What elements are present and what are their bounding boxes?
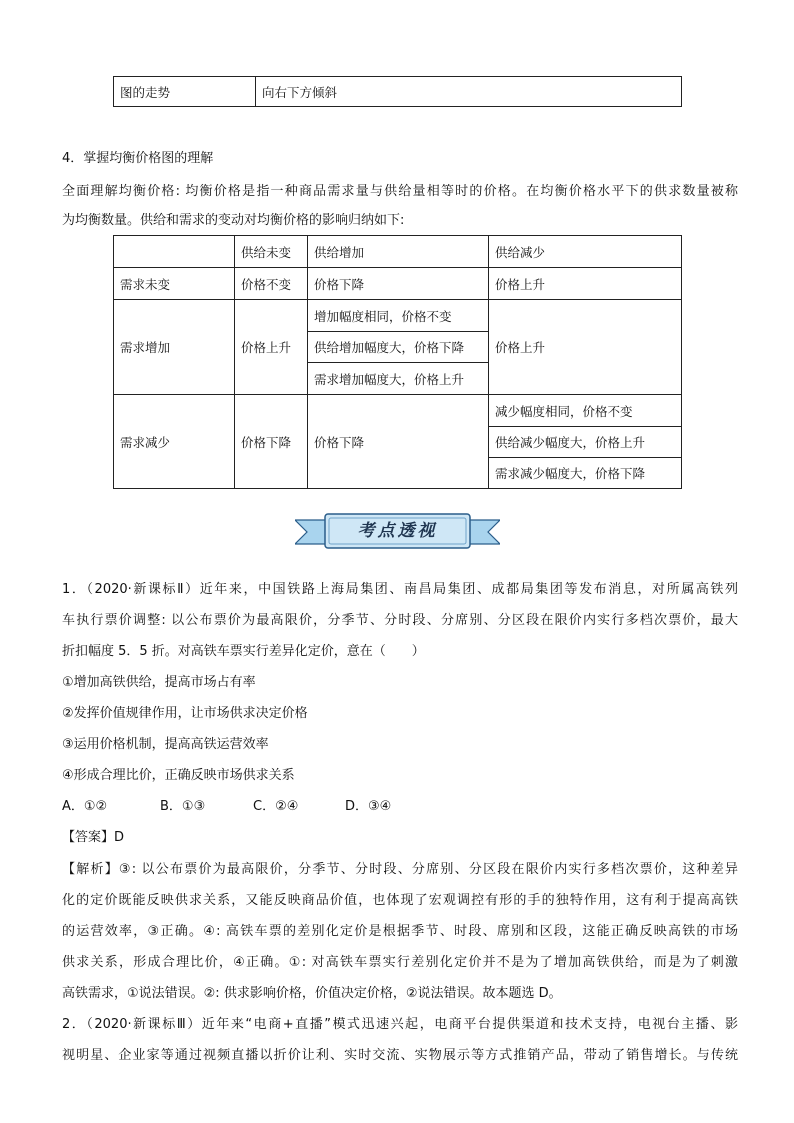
matrix-cell: 价格下降 — [308, 395, 489, 489]
question-1-option: ①增加高铁供给，提高市场占有率 — [62, 675, 256, 690]
explanation-line: 化的定价既能反映供求关系，又能反映商品价值，也体现了宏观调控有形的手的独特作用，这有利于提高高铁 — [62, 893, 738, 908]
matrix-cell: 价格下降 — [308, 268, 489, 300]
matrix-cell: 需求增加幅度大，价格上升 — [308, 363, 489, 395]
question-2-stem: 视明星、企业家等通过视频直播以折价让利、实时交流、实物展示等方式推销产品，带动了销售增长。与传统 — [62, 1048, 738, 1063]
matrix-cell: 需求减少幅度大，价格下降 — [489, 458, 682, 489]
matrix-cell: 价格下降 — [235, 395, 308, 489]
explanation-line: 高铁需求，①说法错误。②: 供求影响价格，价值决定价格，②说法错误。故本题选 D。 — [62, 986, 562, 1001]
question-1-option: ②发挥价值规律作用，让市场供求决定价格 — [62, 706, 308, 721]
choice-b: B．①③ — [160, 799, 206, 814]
question-2-stem: 2．（2020·新课标Ⅲ）近年来“电商+直播”模式迅速兴起，电商平台提供渠道和技术支持，电视台主播、影 — [62, 1017, 738, 1032]
trend-value: 向右下方倾斜 — [256, 77, 682, 107]
answer-line: 【答案】D — [62, 830, 125, 845]
question-1-option: ③运用价格机制，提高高铁运营效率 — [62, 737, 269, 752]
section-banner — [295, 512, 500, 552]
choice-d: D．③④ — [345, 799, 392, 814]
matrix-cell: 减少幅度相同，价格不变 — [489, 395, 682, 427]
section-paragraph-line: 为均衡数量。供给和需求的变动对均衡价格的影响归纳如下: — [62, 213, 405, 228]
matrix-header: 供给未变 — [235, 236, 308, 268]
section-paragraph-line: 全面理解均衡价格: 均衡价格是指一种商品需求量与供给量相等时的价格。在均衡价格水平下的供求数量被称 — [62, 184, 738, 199]
matrix-cell: 价格不变 — [235, 268, 308, 300]
matrix-row-label: 需求增加 — [114, 300, 235, 395]
matrix-header: 供给减少 — [489, 236, 682, 268]
matrix-header-corner — [114, 236, 235, 268]
matrix-cell: 供给增加幅度大，价格下降 — [308, 332, 489, 363]
section-heading: 4．掌握均衡价格图的理解 — [62, 151, 214, 166]
explanation-line: 的运营效率，③正确。④: 高铁车票的差别化定价是根据季节、时段、席别和区段，这能正确反映高铁的市场 — [62, 924, 738, 939]
trend-table — [113, 76, 682, 107]
matrix-cell: 价格上升 — [489, 268, 682, 300]
trend-label: 图的走势 — [114, 77, 256, 107]
matrix-row-label: 需求未变 — [114, 268, 235, 300]
question-1-stem: 车执行票价调整: 以公布票价为最高限价，分季节、分时段、分席别、分区段在限价内实行多档次票价，最大 — [62, 613, 738, 628]
choice-a: A．①② — [62, 799, 108, 814]
question-1-option: ④形成合理比价，正确反映市场供求关系 — [62, 768, 295, 783]
banner-title: 考点透视 — [357, 521, 438, 541]
matrix-cell: 价格上升 — [489, 300, 682, 395]
choice-c: C．②④ — [253, 799, 299, 814]
matrix-header: 供给增加 — [308, 236, 489, 268]
equilibrium-matrix — [113, 235, 682, 489]
question-1-stem: 1．（2020·新课标Ⅱ）近年来，中国铁路上海局集团、南昌局集团、成都局集团等发布消息，对所属高铁列 — [62, 582, 738, 597]
explanation-line: 供求关系，形成合理比价，④正确。①: 对高铁车票实行差别化定价并不是为了增加高铁供给，而是为了刺激 — [62, 955, 738, 970]
matrix-cell: 价格上升 — [235, 300, 308, 395]
explanation-line: 【解析】③: 以公布票价为最高限价，分季节、分时段、分席别、分区段在限价内实行多档次票价，这种差异 — [62, 862, 738, 877]
matrix-cell: 供给减少幅度大，价格上升 — [489, 427, 682, 458]
matrix-cell: 增加幅度相同，价格不变 — [308, 300, 489, 332]
matrix-row-label: 需求减少 — [114, 395, 235, 489]
question-1-stem: 折扣幅度 5．5 折。对高铁车票实行差异化定价，意在（ ） — [62, 644, 425, 659]
